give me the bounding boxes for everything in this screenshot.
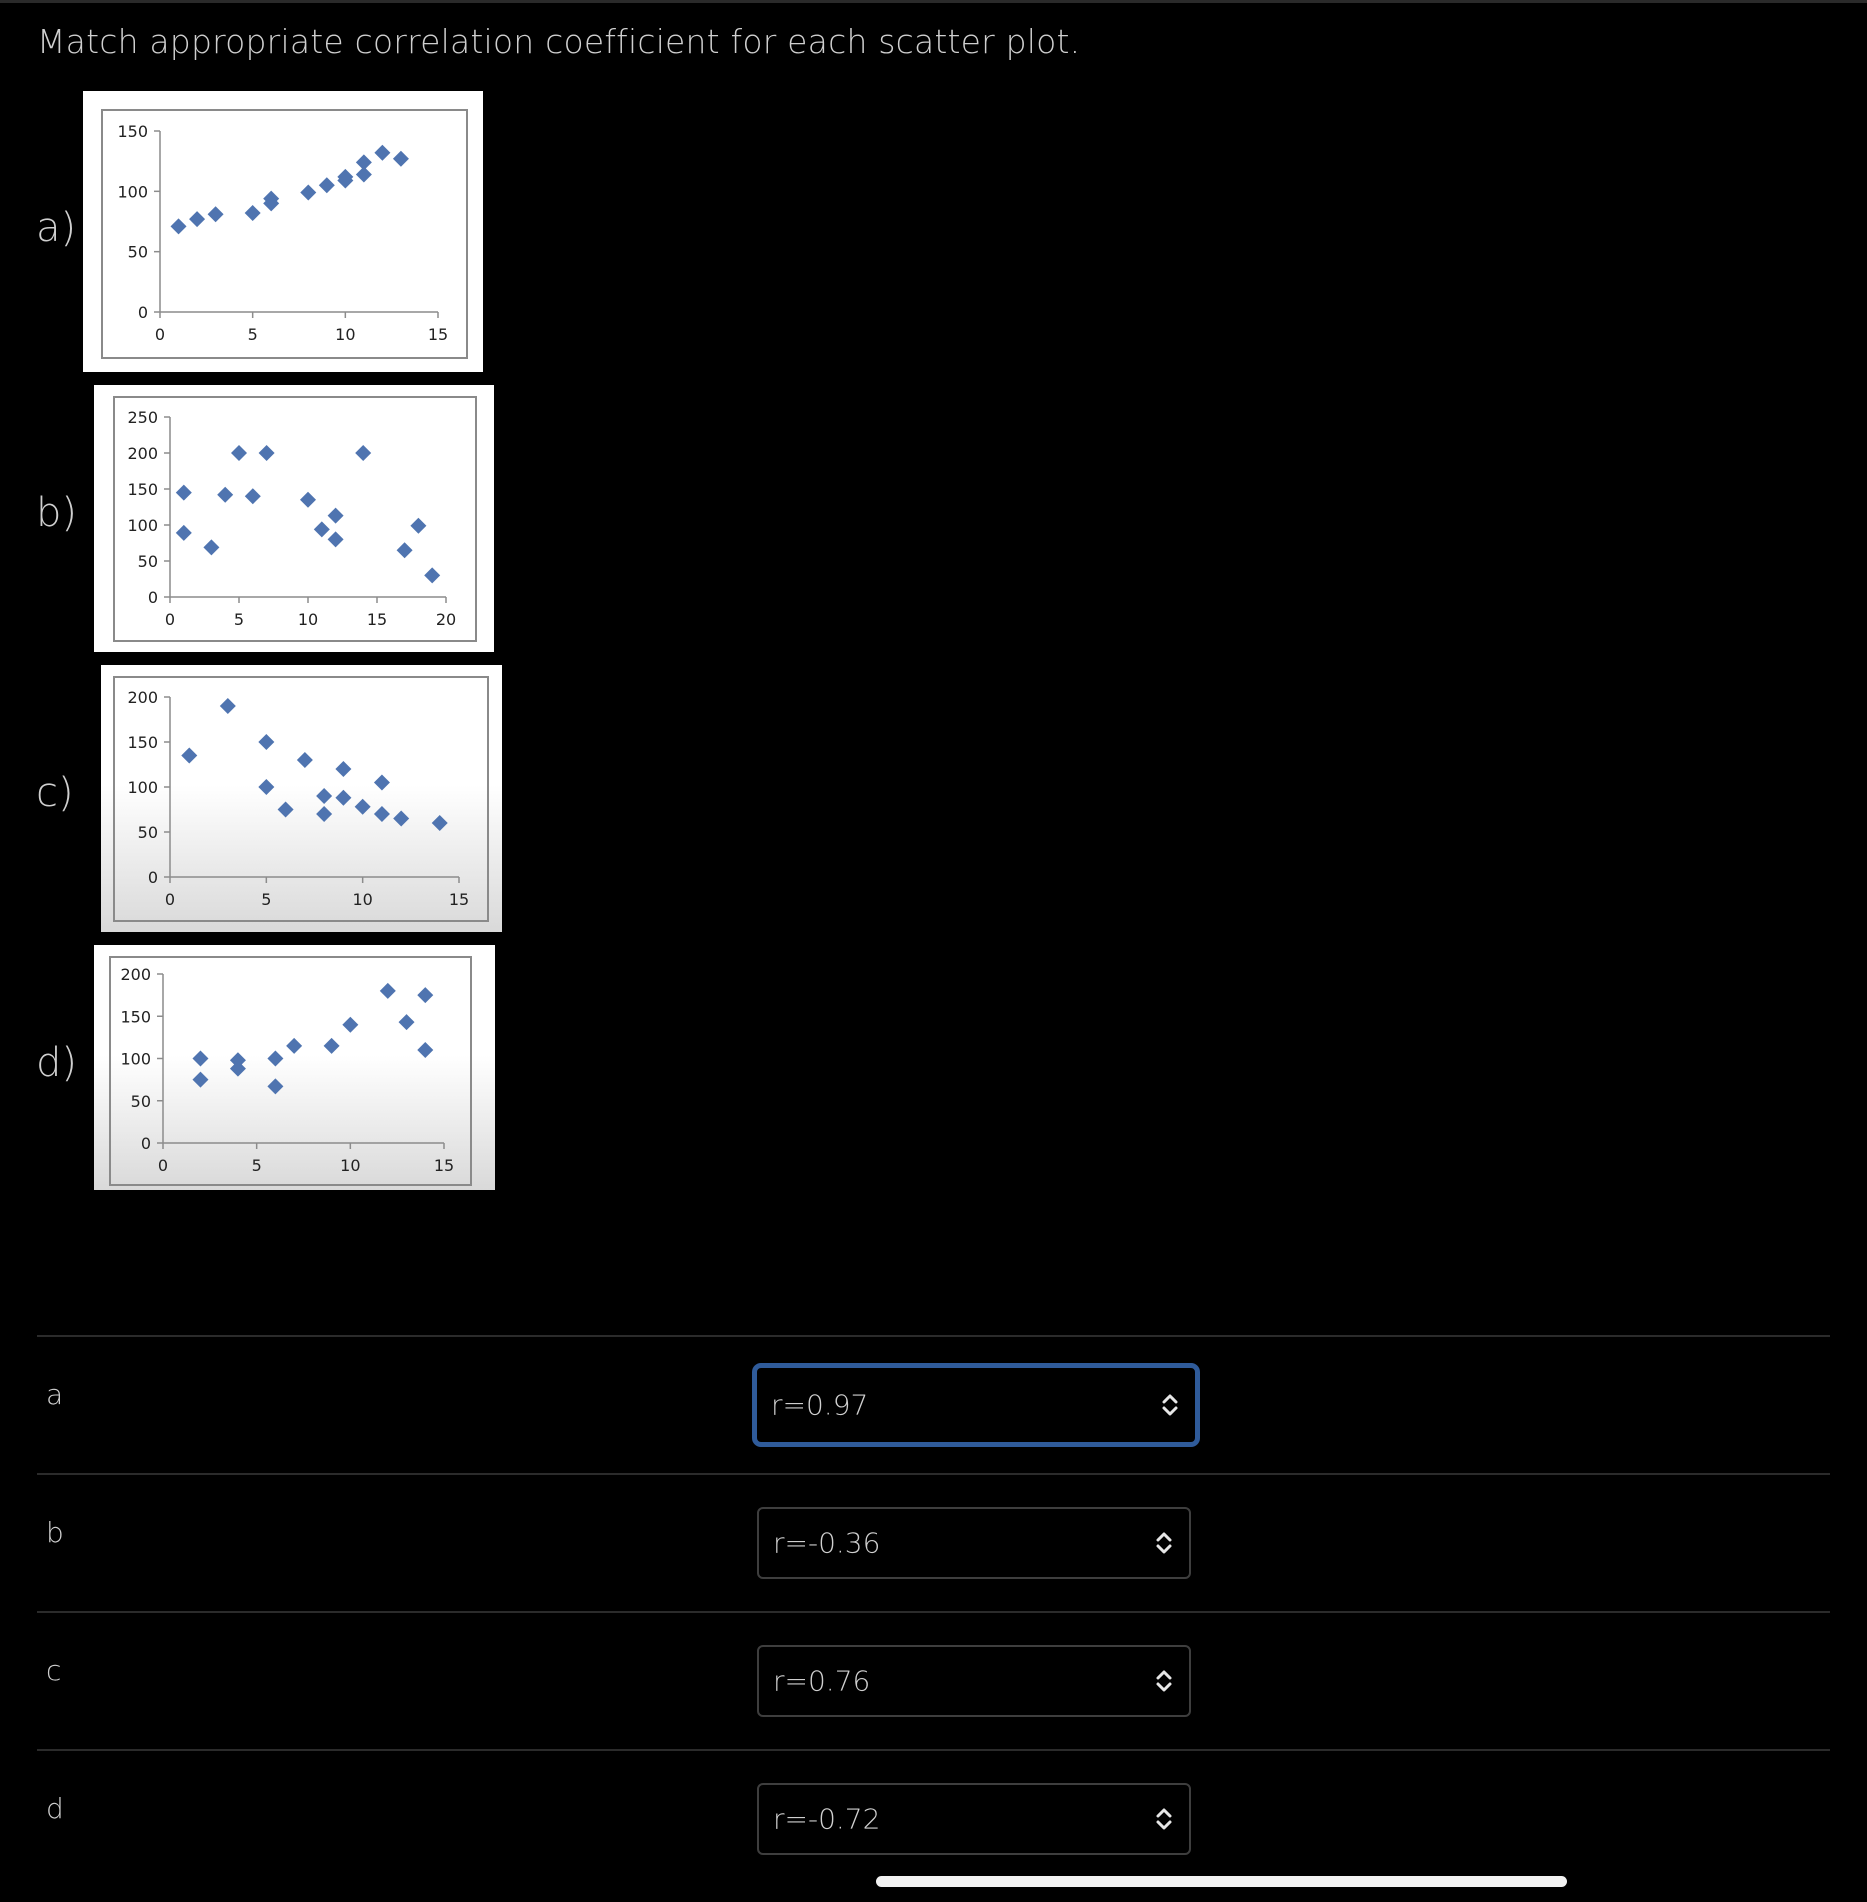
data-point [316,788,332,804]
data-point [417,1042,433,1058]
y-tick-label: 100 [127,516,158,535]
plot-label-d: d) [36,1040,77,1086]
row-separator [37,1473,1830,1475]
data-point [267,1078,283,1094]
data-point [258,734,274,750]
data-point [355,799,371,815]
y-tick-label: 0 [147,588,158,607]
question-prompt: Match appropriate correlation coefficient for each scatter plot. [37,22,1081,61]
plot-label-b: b) [36,490,77,536]
y-tick-label: 50 [130,1091,151,1111]
data-point [380,983,396,999]
scatter-plot-d [94,945,495,1190]
scatter-plot-a [83,91,483,372]
y-tick-label: 150 [127,733,158,752]
data-point [374,775,390,791]
row-separator [37,1335,1830,1337]
row-separator [37,1749,1830,1751]
y-tick-label: 50 [137,823,158,842]
scatter-plot-c-svg [101,665,502,932]
data-point [328,508,344,524]
chevron-up-down-icon [1153,1805,1175,1833]
answer-select-b[interactable] [757,1507,1191,1579]
answer-select-d-value: r=-0.72 [773,1802,881,1836]
row-separator [37,1611,1830,1613]
scatter-plot-a-svg [83,91,483,372]
plot-frame [110,957,471,1185]
y-tick-label: 100 [127,778,158,797]
y-tick-label: 200 [120,965,151,984]
row-label-a: a [46,1378,64,1411]
plot-frame [102,110,467,358]
data-point [245,488,261,504]
data-point [393,151,409,167]
data-point [245,205,261,221]
x-tick-label: 15 [366,610,388,629]
data-point [181,748,197,764]
y-tick-label: 150 [120,1007,151,1027]
data-point [374,145,390,161]
data-point [356,154,372,170]
row-label-d: d [46,1792,64,1825]
y-tick-label: 0 [140,1134,151,1153]
scatter-plot-d-svg [94,945,495,1190]
data-point [432,815,448,831]
scatter-plot-c [101,665,502,932]
data-point [314,521,330,537]
data-point [397,542,413,558]
x-tick-label: 5 [247,325,258,344]
y-tick-label: 0 [137,303,148,322]
data-point [278,802,294,818]
answer-select-c-value: r=0.76 [773,1664,871,1698]
x-tick-label: 5 [233,610,245,629]
data-point [417,987,433,1003]
data-point [410,518,426,534]
plot-label-c: c) [36,770,74,816]
data-point [192,1072,208,1088]
x-tick-label: 15 [427,325,449,344]
answer-select-a[interactable] [752,1363,1200,1447]
data-point [203,539,219,555]
answer-select-c[interactable] [757,1645,1191,1717]
plot-frame [114,397,476,641]
answer-select-a-value: r=0.97 [771,1388,869,1422]
x-tick-label: 0 [164,890,176,909]
answer-select-b-value: r=-0.36 [773,1526,881,1560]
row-label-c: c [46,1654,62,1687]
x-tick-label: 10 [297,610,319,629]
chevron-up-down-icon [1159,1391,1181,1419]
data-point [300,492,316,508]
x-tick-label: 0 [157,1156,169,1175]
x-tick-label: 10 [335,325,356,344]
data-point [399,1014,415,1030]
data-point [328,531,344,547]
data-point [374,806,390,822]
data-point [220,698,236,714]
x-tick-label: 20 [435,610,457,629]
x-tick-label: 10 [340,1156,361,1175]
chevron-up-down-icon [1153,1667,1175,1695]
x-tick-label: 5 [251,1156,262,1175]
x-tick-label: 15 [433,1156,455,1175]
y-tick-label: 200 [127,688,158,707]
data-point [171,218,187,234]
data-point [335,761,351,777]
x-tick-label: 5 [261,890,272,909]
chevron-up-down-icon [1153,1529,1175,1557]
y-tick-label: 250 [127,408,158,427]
data-point [192,1051,208,1067]
row-label-b: b [46,1516,64,1549]
data-point [342,1017,358,1033]
data-point [355,445,371,461]
top-border [0,0,1867,3]
data-point [316,806,332,822]
data-point [208,206,224,222]
data-point [230,1061,246,1077]
y-tick-label: 100 [117,182,148,202]
x-tick-label: 0 [164,610,176,629]
data-point [335,790,351,806]
y-tick-label: 100 [120,1049,151,1069]
data-point [297,752,313,768]
data-point [189,211,205,227]
y-tick-label: 50 [127,242,148,262]
data-point [259,445,275,461]
x-tick-label: 0 [154,325,166,344]
y-tick-label: 150 [117,122,148,141]
data-point [393,811,409,827]
data-point [217,487,233,503]
data-point [176,525,192,541]
x-tick-label: 10 [352,890,373,909]
scatter-plot-b [94,385,494,652]
data-point [319,177,335,193]
plot-label-a: a) [36,205,77,251]
data-point [267,1051,283,1067]
scatter-plot-b-svg [94,385,494,652]
data-point [424,567,440,583]
horizontal-scrollbar[interactable] [876,1876,1567,1887]
y-tick-label: 200 [127,444,158,463]
data-point [286,1038,302,1054]
x-tick-label: 15 [448,890,470,909]
data-point [258,779,274,795]
data-point [300,185,316,201]
y-tick-label: 0 [147,868,158,887]
y-tick-label: 150 [127,480,158,499]
data-point [324,1038,340,1054]
data-point [176,485,192,501]
data-point [231,445,247,461]
y-tick-label: 50 [137,552,158,571]
answer-select-d[interactable] [757,1783,1191,1855]
